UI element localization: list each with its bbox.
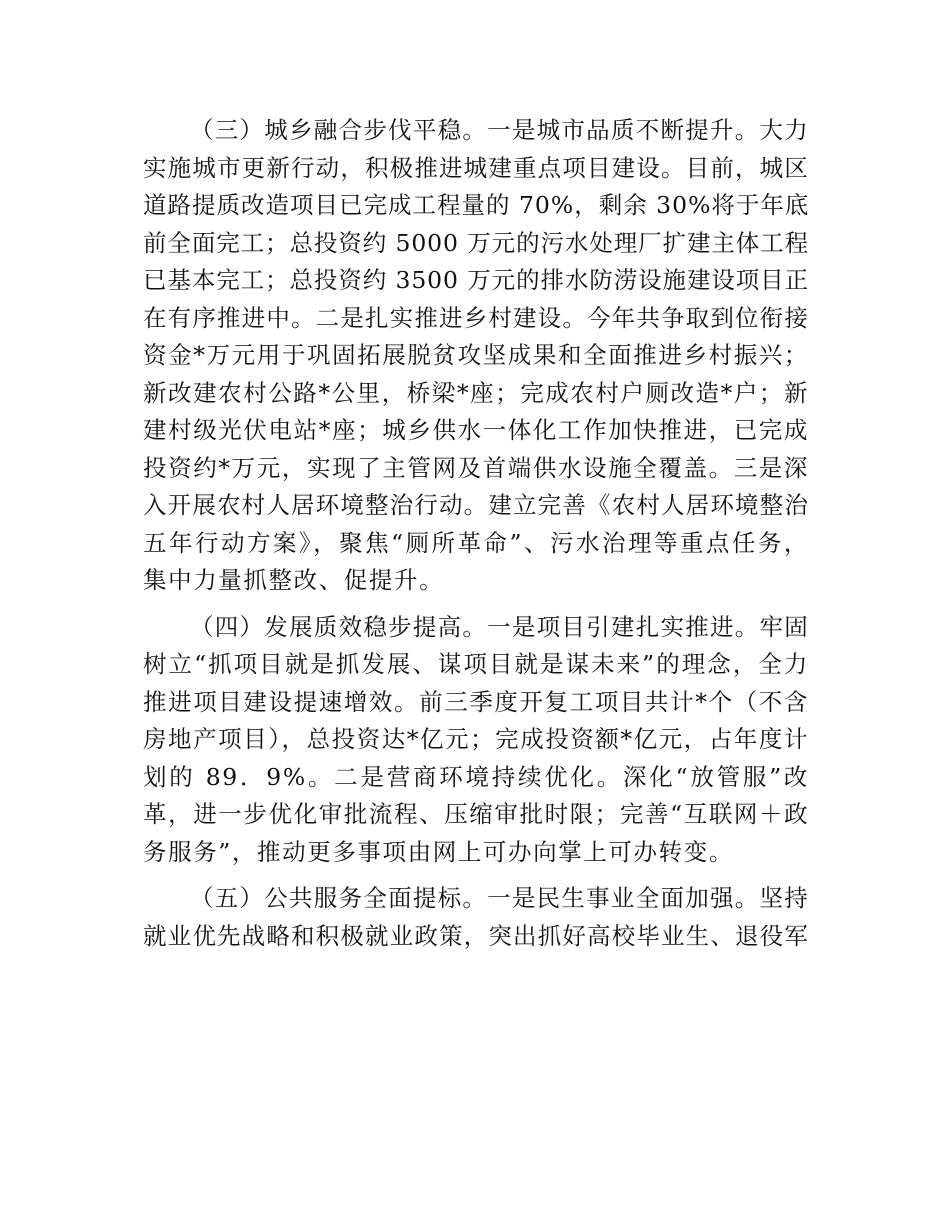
text-line: 前全面完工；总投资约 5000 万元的污水处理厂扩建主体工程 xyxy=(143,228,809,257)
text-line: （五）公共服务全面提标。一是民生事业全面加强。坚持 xyxy=(190,884,809,912)
text-line: 道路提质改造项目已完成工程量的 70%，剩余 30%将于年底 xyxy=(143,191,810,219)
text-line: 务服务”，推动更多事项由网上可办向掌上可办转变。 xyxy=(143,837,734,866)
text-line: 树立“抓项目就是抓发展、谋项目就是谋未来”的理念，全力 xyxy=(143,650,809,678)
text-line: 入开展农村人居环境整治行动。建立完善《农村人居环境整治 xyxy=(143,491,809,519)
text-line: （四）发展质效稳步提高。一是项目引建扎实推进。牢固 xyxy=(190,612,809,641)
text-line: 就业优先战略和积极就业政策，突出抓好高校毕业生、退役军 xyxy=(143,921,809,950)
paragraph-development-quality xyxy=(143,609,809,872)
text-line: 投资约*万元，实现了主管网及首端供水设施全覆盖。三是深 xyxy=(143,453,809,482)
text-line: 房地产项目），总投资达*亿元；完成投资额*亿元，占年度计 xyxy=(143,725,809,753)
text-line: 在有序推进中。二是扎实推进乡村建设。今年共争取到位衔接 xyxy=(143,303,809,332)
text-line: 划的 89．9%。二是营商环境持续优化。深化“放管服”改 xyxy=(143,762,809,791)
text-line: 资金*万元用于巩固拓展脱贫攻坚成果和全面推进乡村振兴； xyxy=(143,341,809,369)
text-line: 集中力量抓整改、促提升。 xyxy=(143,566,445,594)
text-line: 建村级光伏电站*座；城乡供水一体化工作加快推进，已完成 xyxy=(143,416,809,444)
text-line: 新改建农村公路*公里，桥梁*座；完成农村户厕改造*户；新 xyxy=(143,378,809,407)
paragraph-urban-rural-integration xyxy=(143,112,809,600)
paragraph-public-services xyxy=(143,880,809,955)
text-line: （三）城乡融合步伐平稳。一是城市品质不断提升。大力 xyxy=(190,116,809,144)
text-line: 革，进一步优化审批流程、压缩审批时限；完善“互联网＋政 xyxy=(143,800,810,828)
text-line: 五年行动方案》，聚焦“厕所革命”、污水治理等重点任务， xyxy=(143,528,809,557)
text-line: 实施城市更新行动，积极推进城建重点项目建设。目前，城区 xyxy=(143,153,809,182)
text-line: 已基本完工；总投资约 3500 万元的排水防涝设施建设项目正 xyxy=(143,266,809,294)
text-line: 推进项目建设提速增效。前三季度开复工项目共计*个（不含 xyxy=(143,687,809,716)
document-body xyxy=(143,112,809,955)
